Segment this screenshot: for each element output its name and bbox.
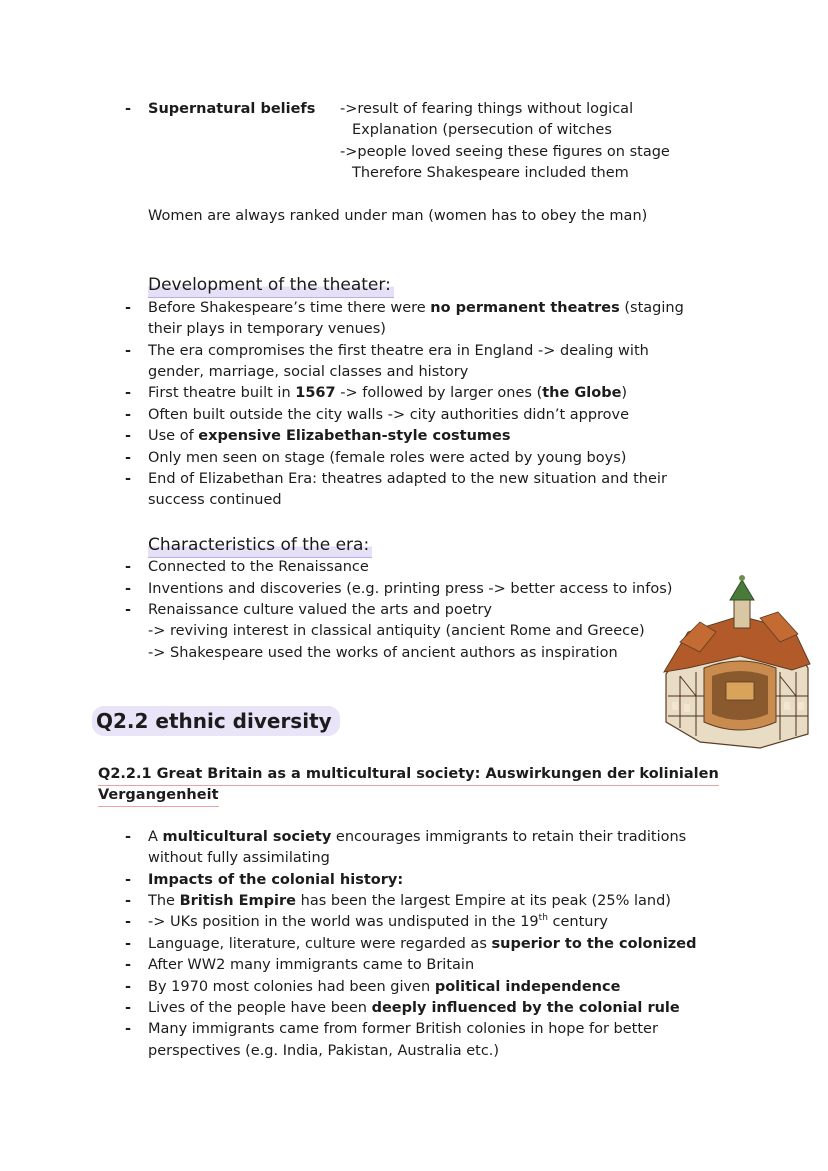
era-bullet-2: Inventions and discoveries (e.g. printing press -> better access to infos) <box>148 581 673 597</box>
bullet-dash: - <box>124 343 132 359</box>
bullet-dash: - <box>124 1000 132 1016</box>
bullet-dash: - <box>124 450 132 466</box>
section-title: Q2.2 ethnic diversity <box>92 706 340 736</box>
beliefs-line: Therefore Shakespeare included them <box>352 165 629 181</box>
bullet-dash: - <box>124 428 132 444</box>
subsection-title: Q2.2.1 Great Britain as a multicultural society: Auswirkungen der kolinialen <box>98 764 719 786</box>
era-bullet-1: Connected to the Renaissance <box>148 559 369 575</box>
theater-bullet-3: First theatre built in 1567 -> followed by larger ones (the Globe) <box>148 385 628 401</box>
multi-bullet-7: By 1970 most colonies had been given political independence <box>148 979 621 995</box>
era-bullet-3-sub: -> Shakespeare used the works of ancient authors as inspiration <box>148 645 618 661</box>
multi-bullet-1-cont: without fully assimilating <box>148 850 330 866</box>
bullet-dash: - <box>124 300 132 316</box>
beliefs-label: Supernatural beliefs <box>148 101 316 117</box>
bullet-dash: - <box>124 101 132 117</box>
beliefs-line: Explanation (persecution of witches <box>352 122 612 138</box>
globe-theatre-illustration <box>660 572 812 750</box>
theater-bullet-2-cont: gender, marriage, social classes and history <box>148 364 469 380</box>
era-bullet-3-sub: -> reviving interest in classical antiquity (ancient Rome and Greece) <box>148 623 645 639</box>
multi-bullet-6: After WW2 many immigrants came to Britain <box>148 957 475 973</box>
theater-heading: Development of the theater: <box>148 274 394 298</box>
bullet-dash: - <box>124 581 132 597</box>
beliefs-line: ->result of fearing things without logical <box>340 101 634 117</box>
bullet-dash: - <box>124 1021 132 1037</box>
multi-bullet-2: Impacts of the colonial history: <box>148 872 404 888</box>
women-note: Women are always ranked under man (women has to obey the man) <box>148 208 648 224</box>
bullet-dash: - <box>124 914 132 930</box>
theater-bullet-2: The era compromises the first theatre era in England -> dealing with <box>148 343 649 359</box>
bullet-dash: - <box>124 979 132 995</box>
theater-bullet-6: Only men seen on stage (female roles were acted by young boys) <box>148 450 627 466</box>
theater-bullet-5: Use of expensive Elizabethan-style costumes <box>148 428 511 444</box>
bullet-dash: - <box>124 559 132 575</box>
multi-bullet-8: Lives of the people have been deeply influenced by the colonial rule <box>148 1000 680 1016</box>
theater-bullet-1-cont: their plays in temporary venues) <box>148 321 386 337</box>
bullet-dash: - <box>124 872 132 888</box>
theater-bullet-7: End of Elizabethan Era: theatres adapted to the new situation and their <box>148 471 667 487</box>
bullet-dash: - <box>124 957 132 973</box>
bullet-dash: - <box>124 602 132 618</box>
multi-bullet-5: Language, literature, culture were regarded as superior to the colonized <box>148 936 697 952</box>
theater-bullet-7-cont: success continued <box>148 492 282 508</box>
multi-bullet-3: The British Empire has been the largest Empire at its peak (25% land) <box>148 893 671 909</box>
theater-bullet-4: Often built outside the city walls -> city authorities didn’t approve <box>148 407 630 423</box>
era-heading: Characteristics of the era: <box>148 534 372 558</box>
multi-bullet-9: Many immigrants came from former British colonies in hope for better <box>148 1021 658 1037</box>
bullet-dash: - <box>124 893 132 909</box>
bullet-dash: - <box>124 407 132 423</box>
beliefs-line: ->people loved seeing these figures on stage <box>340 144 670 160</box>
multi-bullet-4: -> UKs position in the world was undisputed in the 19th century <box>148 913 609 930</box>
bullet-dash: - <box>124 471 132 487</box>
era-bullet-3: Renaissance culture valued the arts and poetry <box>148 602 493 618</box>
bullet-dash: - <box>124 385 132 401</box>
theater-bullet-1: Before Shakespeare’s time there were no permanent theatres (staging <box>148 300 684 316</box>
bullet-dash: - <box>124 936 132 952</box>
multi-bullet-9-cont: perspectives (e.g. India, Pakistan, Australia etc.) <box>148 1043 500 1059</box>
subsection-title-cont: Vergangenheit <box>98 785 219 807</box>
multi-bullet-1: A multicultural society encourages immigrants to retain their traditions <box>148 829 687 845</box>
bullet-dash: - <box>124 829 132 845</box>
